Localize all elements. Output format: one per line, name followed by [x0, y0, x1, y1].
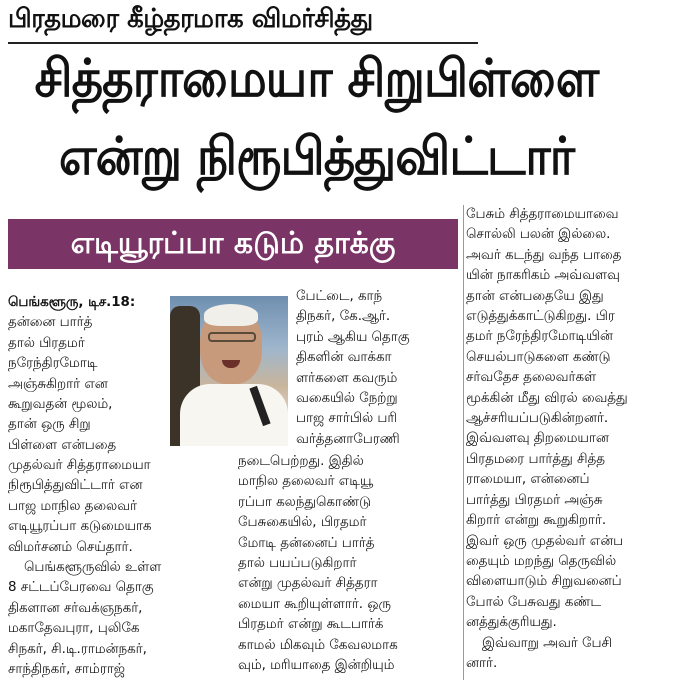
text-line: தான் என்பதையே இது — [466, 288, 604, 304]
text-line: யின் நாகரிகம் அவ்வளவு — [466, 268, 620, 284]
text-line: தால் பயப்படுகிறார் — [238, 556, 357, 572]
column-2-bottom — [238, 452, 460, 676]
text-line: னார். — [466, 655, 498, 671]
column-1-top — [8, 293, 168, 456]
text-line: சொல்லி பலன் இல்லை. — [466, 227, 611, 243]
text-line: அஞ்சுகிறார் என — [8, 376, 108, 392]
text-line: சர்வதேச தலைவர்கள் — [466, 370, 597, 386]
headline-line-1: சித்தராமையா சிறுபிள்ளை — [34, 49, 599, 109]
text-line: ளர்களை கவரும் — [296, 370, 398, 386]
text-line: மூக்கின் மீது விரல் வைத்து — [466, 390, 628, 406]
column-3 — [466, 205, 678, 674]
column-2-top — [296, 287, 459, 450]
text-line: எடுத்துக்காட்டுகிறது. பிர — [466, 309, 615, 325]
text-line: பேட்டை, காந் — [296, 289, 383, 304]
text-line: போல் பேசுவது கண்ட — [466, 594, 601, 610]
text-line: நரேந்திரமோடி — [8, 356, 98, 372]
text-line: பேசுகையில், பிரதமர் — [238, 515, 367, 531]
text-line: காமல் மிகவும் கேவலமாக — [238, 637, 398, 653]
text-line: பெங்களூரு, டிச.18: — [8, 295, 136, 310]
text-line: ரப்பா கலந்துகொண்டு — [238, 494, 371, 510]
text-line: மாநில தலைவர் எடியூ — [238, 474, 374, 490]
text-line: ஆச்சரியப்படுகின்றனர். — [466, 411, 609, 427]
text-line: வும், மரியாதை இன்றியும் — [238, 658, 395, 674]
text-line: பிள்ளை என்பதை — [8, 437, 117, 453]
sub-headline-banner: எடியூரப்பா கடும் தாக்கு — [8, 219, 458, 269]
text-line: மோடி தன்னைப் பார்த் — [238, 535, 375, 551]
kicker-headline: பிரதமரை கீழ்தரமாக விமர்சித்து — [8, 4, 373, 34]
text-line: பேசும் சித்தராமையாவை — [466, 207, 619, 222]
text-line: பாஜ சார்பில் பரி — [296, 411, 397, 427]
text-line: ராமையா, என்னைப் — [466, 472, 590, 488]
photo-body — [180, 384, 288, 446]
text-line: என்று முதல்வர் சித்தரா — [238, 576, 378, 592]
text-line: செயல்பாடுகளை கண்டு — [466, 349, 611, 365]
text-line: தன்னை பார்த் — [8, 315, 93, 331]
text-line: நடைபெற்றது. இதில் — [238, 454, 364, 469]
text-line: புரம் ஆகிய தொகு — [296, 329, 410, 345]
text-line: திகளின் வாக்கா — [296, 350, 392, 366]
text-line: னத்துக்குரியது. — [466, 615, 557, 631]
text-line: விமர்சனம் செய்தார். — [8, 539, 133, 555]
text-line: முதல்வர் சித்தராமையா — [8, 458, 151, 473]
text-line: பாஜ மாநில தலைவர் — [8, 498, 137, 514]
text-line: திகளான சர்வக்ஞநகர், — [8, 600, 143, 616]
text-line: தான் ஒரு சிறு — [8, 417, 91, 433]
text-line: சாந்திநகர், சாம்ராஜ் — [8, 662, 125, 678]
text-line: வகையில் நேற்று — [296, 391, 398, 407]
photo-glasses — [208, 332, 256, 342]
text-line: அவர் கடந்து வந்த பாதை — [466, 247, 622, 263]
photo-hair — [204, 304, 258, 326]
text-line: பிரதமரை பார்த்து சித்த — [466, 451, 605, 467]
text-line: இவ்வாறு அவர் பேசி — [482, 635, 613, 651]
column-divider — [463, 205, 464, 680]
text-line: தமர் நரேந்திரமோடியின் — [466, 329, 613, 345]
text-line: பிரதமர் என்று கூடபார்க் — [238, 617, 384, 633]
text-line: திநகர், கே.ஆர். — [296, 309, 391, 325]
headline-line-2: என்று நிரூபித்துவிட்டார் — [58, 127, 575, 187]
text-line: எடியூரப்பா கடுமையாக — [8, 519, 152, 535]
text-line: பார்த்து பிரதமர் அஞ்சு — [466, 492, 603, 508]
text-line: நிரூபித்துவிட்டார் என — [8, 478, 143, 494]
text-line: 8 சட்டப்பேரவை தொகு — [8, 580, 154, 596]
politician-photo — [170, 296, 288, 446]
text-line: மகாதேவபுரா, புலிகே — [8, 621, 140, 637]
text-line: தையும் மறந்து தெருவில் — [466, 553, 617, 569]
text-line: பெங்களூருவில் உள்ள — [24, 560, 162, 576]
text-line: கூறுவதன் மூலம், — [8, 397, 113, 413]
text-line: கிறார் என்று கூறுகிறார். — [466, 513, 607, 529]
column-1-bottom — [8, 456, 233, 680]
text-line: தால் பிரதமர் — [8, 335, 85, 351]
kicker-divider — [8, 42, 478, 44]
text-line: வர்த்தனாபேரணி — [296, 431, 400, 447]
text-line: சிநகர், சி.டி.ராமன்நகர், — [8, 641, 147, 657]
text-line: இவர் ஒரு முதல்வர் என்ப — [466, 533, 624, 549]
text-line: விளையாடும் சிறுவனைப் — [466, 574, 622, 590]
text-line: இவ்வளவு திறமையான — [466, 431, 609, 447]
text-line: மையா கூறியுள்ளார். ஒரு — [238, 596, 391, 612]
